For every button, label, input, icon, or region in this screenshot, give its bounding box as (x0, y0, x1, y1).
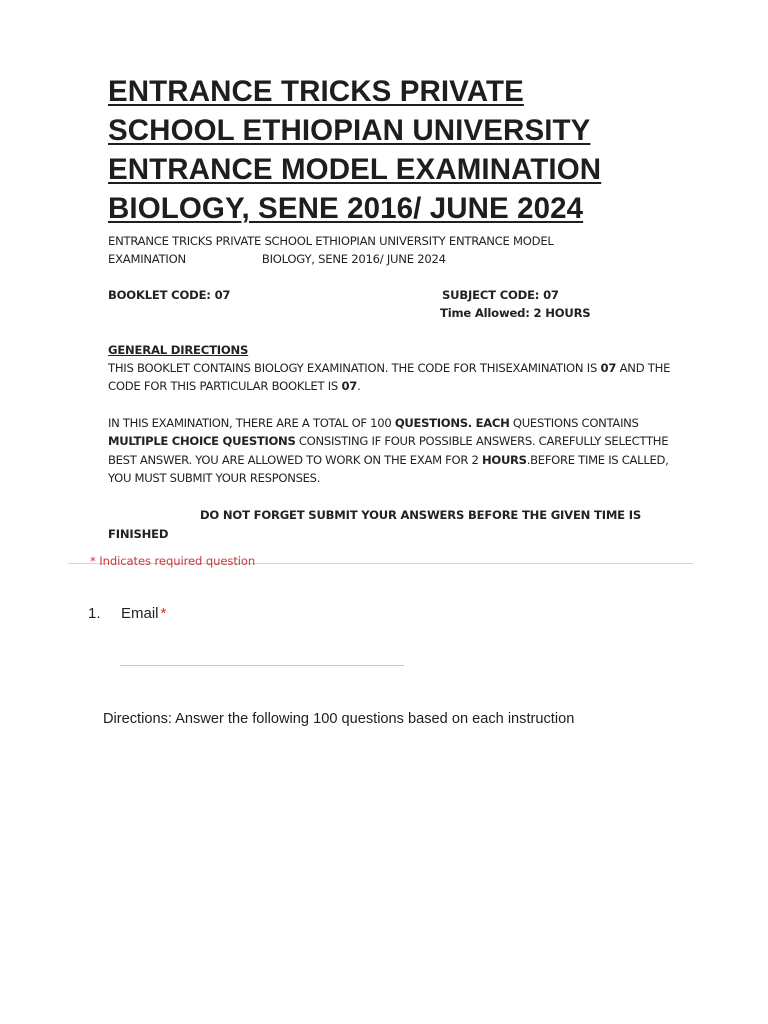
subtitle-line-1: ENTRANCE TRICKS PRIVATE SCHOOL ETHIOPIAN UNIVERSITY ENTRANCE MODEL (108, 234, 554, 248)
title-line (108, 111, 668, 150)
question-number: 1. (88, 605, 101, 622)
document-subtitle (108, 232, 668, 268)
bold-run: QUESTIONS. EACH (394, 416, 510, 430)
text-run: QUESTIONS CONTAINS (509, 416, 639, 430)
directions-paragraph-1 (108, 359, 678, 395)
subject-code: SUBJECT CODE: 07 (442, 288, 559, 302)
general-directions-heading: GENERAL DIRECTIONS (108, 343, 249, 357)
required-question-note: * Indicates required question (90, 554, 256, 568)
required-asterisk: * (160, 605, 167, 622)
subtitle-line-2-left: EXAMINATION (108, 252, 186, 266)
title-line-text: BIOLOGY, SENE 2016/ JUNE 2024 (108, 192, 584, 225)
submission-warning (108, 506, 668, 544)
title-line (108, 72, 668, 111)
warning-line-1: DO NOT FORGET SUBMIT YOUR ANSWERS BEFORE THE GIVEN TIME IS (200, 508, 641, 522)
text-run: THIS BOOKLET CONTAINS BIOLOGY EXAMINATION. THE CODE FOR THISEXAMINATION IS (108, 361, 601, 375)
time-allowed: Time Allowed: 2 HOURS (440, 306, 591, 320)
bold-run: 07 (600, 361, 617, 375)
directions-paragraph-2 (108, 414, 688, 487)
title-line (108, 150, 668, 189)
booklet-code: BOOKLET CODE: 07 (108, 288, 231, 302)
title-line (108, 189, 668, 228)
text-run: CONSISTING IF FOUR POSSIBLE ANSWERS. CAREFULLY SELECTTHE BEST ANSWER. YOU ARE ALLOWED TO WORK ON THE EXAM FOR 2 (108, 434, 669, 467)
question-label: Email (121, 605, 159, 622)
text-run: .BEFORE TIME IS CALLED, YOU MUST SUBMIT YOUR RESPONSES. (108, 452, 669, 485)
text-run: . (357, 379, 361, 393)
title-line-text: ENTRANCE TRICKS PRIVATE (108, 75, 524, 108)
answer-directions: Directions: Answer the following 100 questions based on each instruction (103, 711, 575, 727)
title-line-text: SCHOOL ETHIOPIAN UNIVERSITY (108, 114, 591, 147)
question-email (88, 605, 166, 623)
email-input[interactable] (120, 645, 404, 666)
warning-line-2: FINISHED (108, 527, 169, 541)
bold-run: 07 (341, 379, 358, 393)
text-run: AND THE CODE FOR THIS PARTICULAR BOOKLET IS (108, 361, 671, 393)
subtitle-line-2-right: BIOLOGY, SENE 2016/ JUNE 2024 (261, 252, 446, 266)
document-title (108, 72, 668, 228)
bold-run: HOURS (481, 452, 527, 467)
bold-run: MULTIPLE CHOICE QUESTIONS (108, 434, 296, 449)
title-line-text: ENTRANCE MODEL EXAMINATION (108, 153, 602, 186)
text-run: IN THIS EXAMINATION, THERE ARE A TOTAL OF 100 (108, 416, 395, 430)
